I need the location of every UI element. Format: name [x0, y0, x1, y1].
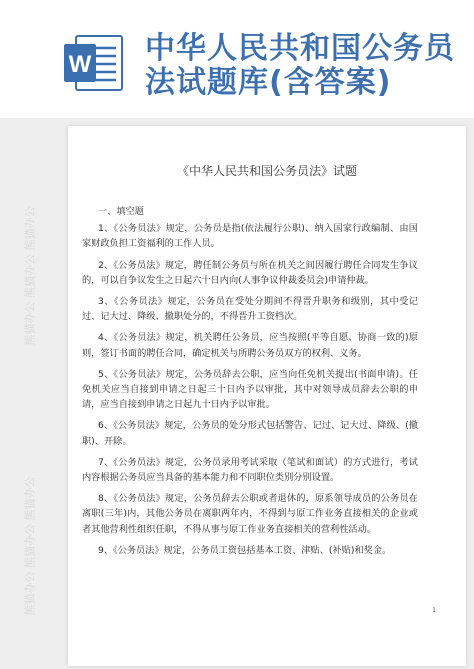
question-item: 8、《公务员法》规定，公务员辞去公职或者退休的，原系领导成员的公务员在离职(三年)内，其他公务员在离职两年内，不得到与原工作业务直接相关的企业或者其他营利性组织任职，不得从事与原工作业务直接相关的营利性活动。 [82, 493, 418, 535]
question-item: 2、《公务员法》规定，聘任制公务员与所在机关之间因履行聘任合同发生争议的，可以自争议发生之日起六十日内向(人事争议仲裁委员会)申请仲裁。 [82, 259, 418, 286]
question-item: 7、《公务员法》规定，公务员录用考试采取（笔试和面试）的方式进行，考试内容根据公务员应当具备的基本能力和不同职位类别分别设置。 [82, 456, 418, 484]
word-document-icon [62, 34, 124, 92]
watermark-text: 熊猫办公 熊猫办公 熊猫办公 [23, 476, 37, 616]
section-heading: 一、填空题 [98, 206, 144, 217]
watermark-text: 熊猫办公 熊猫办公 熊猫办公 [23, 206, 37, 346]
document-body [82, 204, 418, 564]
question-item: 9、《公务员法》规定，公务员工资包括基本工资、津贴、(补贴)和奖金。 [98, 544, 392, 556]
header-banner [0, 0, 474, 118]
page-number: 1 [432, 607, 436, 614]
question-item: 4、《公务员法》规定，机关聘任公务员，应当按照(平等自愿、协商一致的)原则，签订书面的聘任合同，确定机关与所聘公务员双方的权利、义务。 [82, 332, 418, 359]
svg-text:W: W [68, 51, 92, 78]
page-heading: 《中华人民共和国公务员法》试题 [176, 164, 357, 178]
question-item: 6、《公务员法》规定，公务员的处分形式包括警告、记过、记大过、降级、(撤职)、开除。 [82, 420, 418, 447]
question-item: 5、《公务员法》规定，公务员辞去公职，应当向任免机关提出(书面申请)。任免机关应当自接到申请之日起三十日内予以审批，其中对领导成员辞去公职的申请，应当自接到申请之日起九十日内予以审批。 [82, 368, 418, 411]
question-item: 3、《公务员法》规定，公务员在受处分期间不得晋升职务和级别，其中受记过、记大过、降级、撤职处分的，不得晋升工资档次。 [82, 296, 418, 323]
question-item: 1、《公务员法》规定，公务员是指(依法履行公职)、纳入国家行政编制、由国家财政负担工资福利的工作人员。 [82, 223, 418, 250]
document-title: 中华人民共和国公务员法试题库(含答案) [145, 31, 455, 100]
document-page [68, 126, 466, 666]
